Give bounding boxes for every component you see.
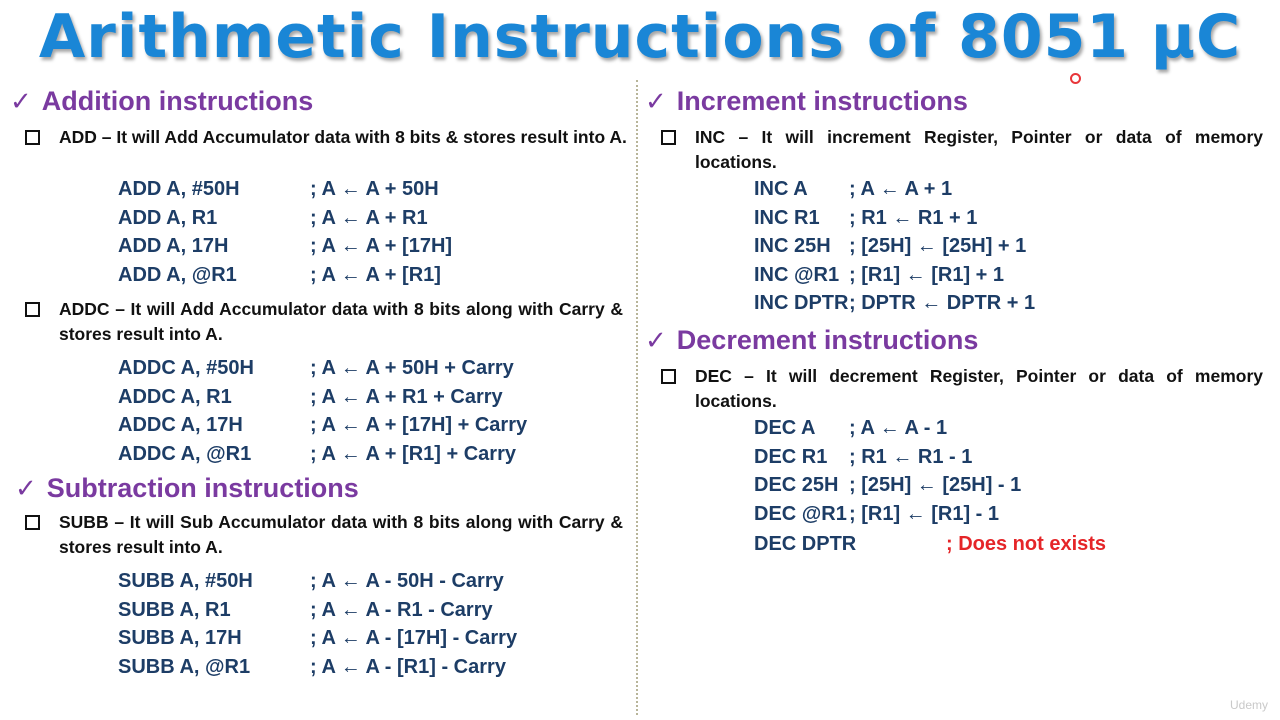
dec-description: DEC – It will decrement Register, Pointer or data of memory locations. [695, 364, 1263, 414]
checkmark-icon: ✓ [645, 87, 667, 117]
checkmark-icon: ✓ [15, 474, 37, 504]
watermark: Udemy [1229, 698, 1268, 712]
not-exists-note: ; Does not exists [946, 533, 1107, 555]
bullet-box-icon [661, 369, 676, 384]
inc-description: INC – It will increment Register, Pointer or data of memory locations. [695, 125, 1263, 175]
column-divider [636, 80, 638, 715]
bullet-box-icon [25, 515, 40, 530]
bullet-box-icon [25, 302, 40, 317]
addc-description: ADDC – It will Add Accumulator data with 8 bits along with Carry & stores result into A. [59, 297, 623, 347]
bullet-box-icon [661, 130, 676, 145]
subtraction-heading: ✓ Subtraction instructions [15, 473, 359, 504]
cursor-indicator [1070, 73, 1081, 84]
add-description: ADD – It will Add Accumulator data with 8 bits & stores result into A. [59, 125, 627, 150]
slide-title: Arithmetic Instructions of 8051 μC [38, 2, 1242, 72]
addition-heading: ✓ Addition instructions [10, 86, 314, 117]
increment-heading: ✓ Increment instructions [645, 86, 968, 117]
subb-description: SUBB – It will Sub Accumulator data with 8 bits along with Carry & stores result into A. [59, 510, 623, 560]
bullet-box-icon [25, 130, 40, 145]
checkmark-icon: ✓ [10, 87, 32, 117]
checkmark-icon: ✓ [645, 326, 667, 356]
decrement-heading: ✓ Decrement instructions [645, 325, 979, 356]
